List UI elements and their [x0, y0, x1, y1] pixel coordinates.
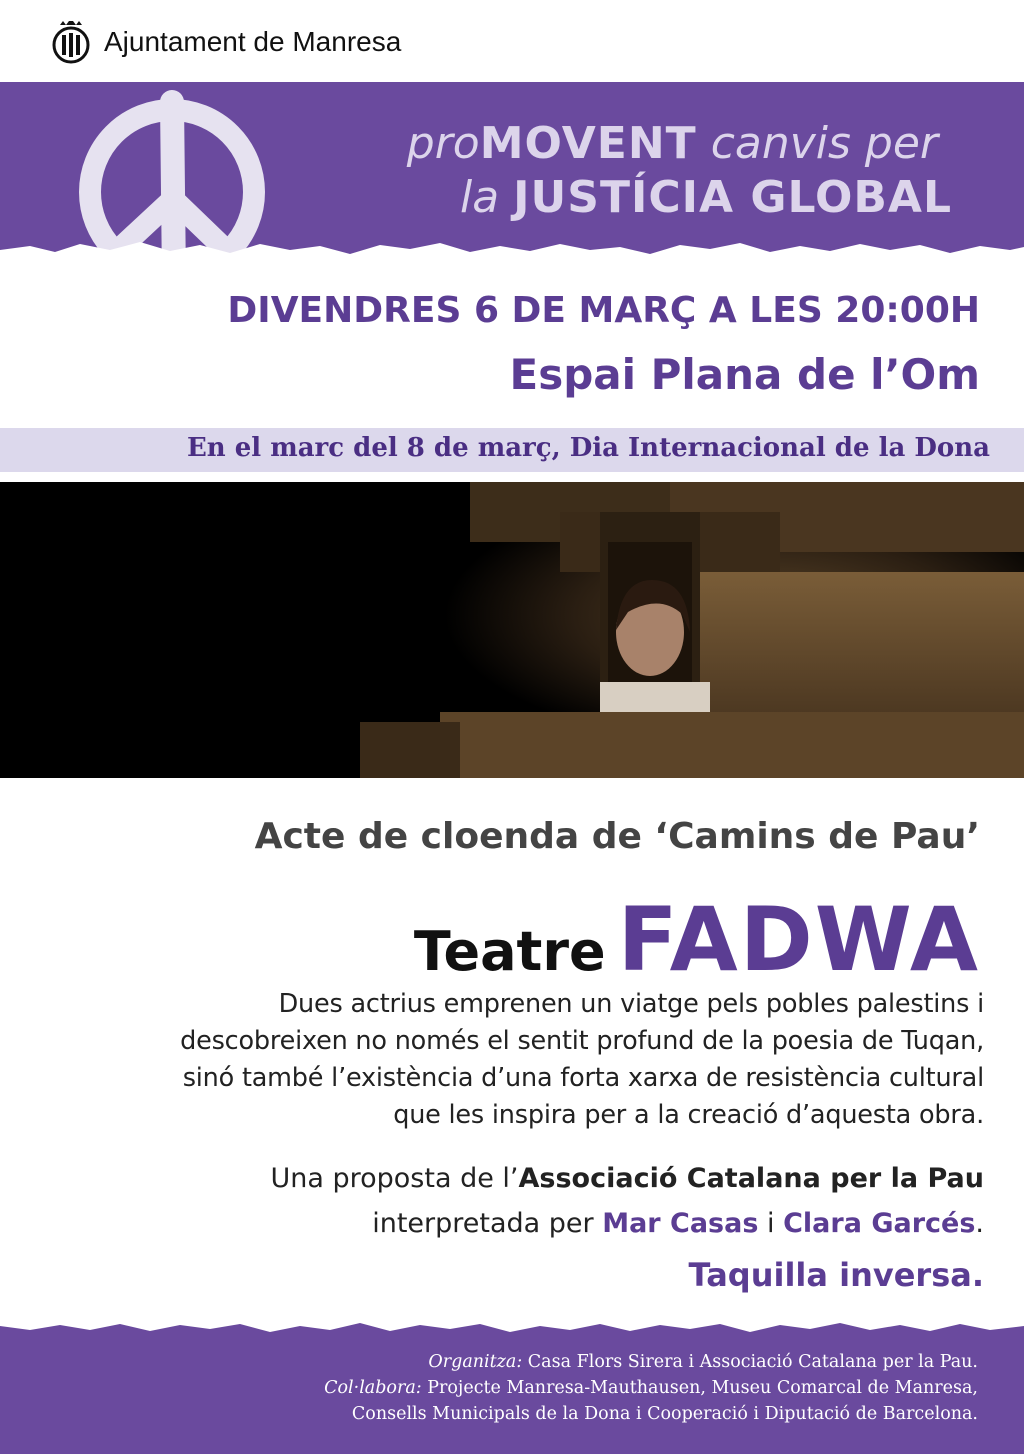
municipality-name: Ajuntament de Manresa: [104, 26, 402, 57]
collaborators-credit: Col·labora: Projecte Manresa-Mauthausen, Museu Comarcal de Manresa,: [324, 1378, 978, 1398]
peace-symbol-icon: [62, 82, 282, 262]
credits-footer: [0, 1318, 1024, 1454]
campaign-tagline-line2: la JUSTÍCIA GLOBAL: [459, 172, 952, 223]
event-date-time: DIVENDRES 6 DE MARÇ A LES 20:00H: [227, 290, 980, 331]
closing-act-title: Acte de cloenda de ‘Camins de Pau’: [254, 816, 980, 857]
performers-line: interpretada per Mar Casas i Clara Garcés.: [372, 1208, 984, 1239]
play-title-prefix: Teatre: [413, 920, 606, 983]
context-text: En el marc del 8 de març, Dia Internacional de la Dona: [186, 433, 990, 463]
description-line: sinó també l’existència d’una forta xarxa de resistència cultural: [182, 1063, 984, 1093]
performer-name: Clara Garcés: [783, 1208, 976, 1239]
municipality-header: [48, 20, 401, 64]
proposal-line: Una proposta de l’Associació Catalana per la Pau: [270, 1163, 984, 1194]
proposing-organization: Associació Catalana per la Pau: [518, 1163, 984, 1194]
performance-photo: [0, 482, 1024, 778]
organizers-credit: Organitza: Casa Flors Sirera i Associació Catalana per la Pau.: [428, 1352, 978, 1372]
campaign-tagline-line1: proMOVENT canvis per: [406, 118, 938, 169]
performer-name: Mar Casas: [602, 1208, 759, 1239]
description-line: que les inspira per a la creació d’aquesta obra.: [393, 1100, 984, 1130]
collaborators-credit-continued: Consells Municipals de la Dona i Cooperació i Diputació de Barcelona.: [351, 1404, 978, 1424]
description-line: descobreixen no només el sentit profund de la poesia de Tuqan,: [180, 1026, 984, 1056]
torn-edge-divider: [0, 1318, 1024, 1338]
box-office-note: Taquilla inversa.: [688, 1256, 984, 1294]
stage-scene-image: [0, 482, 1024, 778]
play-description: [24, 986, 984, 1134]
description-line: Dues actrius emprenen un viatge pels pobles palestins i: [278, 989, 984, 1019]
event-venue: Espai Plana de l’Om: [509, 350, 980, 399]
context-ribbon: [0, 428, 1024, 472]
coat-of-arms-icon: [48, 19, 94, 65]
play-title: [414, 888, 980, 991]
play-title-main: FADWA: [617, 888, 980, 991]
torn-edge-divider: [0, 236, 1024, 262]
